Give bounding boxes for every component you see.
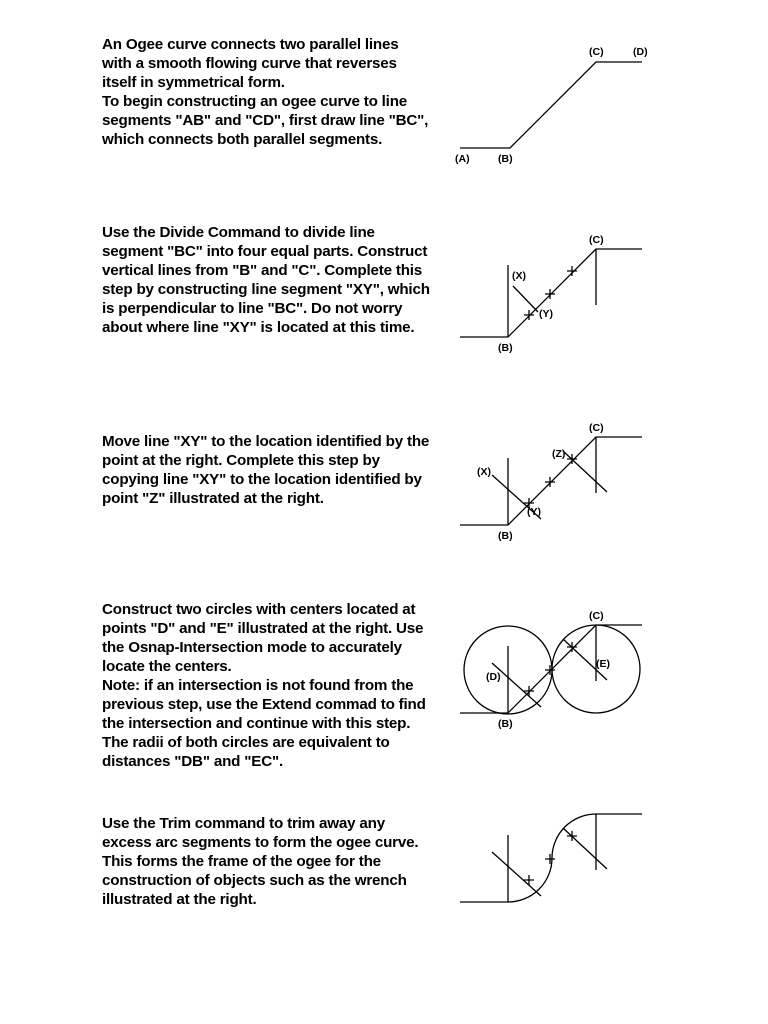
step-4-text (102, 600, 432, 771)
step-2-text (102, 223, 432, 337)
label-c: (C) (589, 46, 604, 58)
label-e: (E) (596, 658, 610, 670)
label-b: (B) (498, 530, 513, 542)
label-z: (Z) (552, 448, 566, 460)
step-4-paragraph-1: Construct two circles with centers located at points "D" and "E" illustrated at the right. Use the Osnap-Intersection mode to accurately locate the centers. (102, 601, 424, 675)
step-1-paragraph-2: To begin constructing an ogee curve to line segments "AB" and "CD", first draw line "BC", which connects both parallel segments. (102, 93, 429, 148)
label-x: (X) (512, 270, 526, 282)
step-1-text (102, 35, 432, 149)
step-3-paragraph-1: Move line "XY" to the location identified by the point at the right. Complete this step by copying line "XY" to the location identified by point "Z" illustrated at the right. (102, 433, 430, 507)
label-x: (X) (477, 466, 491, 478)
label-b: (B) (498, 153, 513, 165)
step-2-diagram (440, 225, 660, 360)
label-c: (C) (589, 234, 604, 246)
step-5-text (102, 814, 432, 909)
ogee-curve (460, 814, 642, 902)
divide-tick-marks (524, 642, 577, 696)
step-4-diagram (440, 603, 660, 733)
line-xy-copy (563, 451, 607, 492)
step-2-paragraph-1: Use the Divide Command to divide line segment "BC" into four equal parts. Construct vertical lines from "B" and "C". Complete this step by constructing line segment "XY", which is perpendicular to line "BC". Do not worry about where line "XY" is located at this time. (102, 224, 430, 336)
ogee-construction-lines (460, 62, 642, 148)
divide-tick-marks (524, 831, 577, 885)
step-3-diagram (440, 415, 660, 545)
step-1-diagram (440, 40, 660, 170)
step-5-paragraph-1: Use the Trim command to trim away any excess arc segments to form the ogee curve. This forms the frame of the ogee for the construction of objects such as the wrench illustrated at the right. (102, 815, 419, 908)
label-y: (Y) (539, 308, 553, 320)
ogee-construction-lines (460, 249, 642, 337)
line-xy (492, 852, 541, 896)
divide-tick-marks (524, 454, 577, 508)
step-3-text (102, 432, 432, 508)
label-b: (B) (498, 342, 513, 354)
line-xy-copy (563, 828, 607, 869)
ogee-construction-lines (460, 625, 642, 713)
label-c: (C) (589, 610, 604, 622)
label-d: (D) (486, 671, 501, 683)
label-c: (C) (589, 422, 604, 434)
line-xy (513, 286, 538, 312)
step-5-diagram (440, 805, 660, 915)
label-a: (A) (455, 153, 470, 165)
line-xy (492, 663, 541, 707)
ogee-construction-lines (460, 437, 642, 525)
label-y: (Y) (527, 506, 541, 518)
step-1-paragraph-1: An Ogee curve connects two parallel lines with a smooth flowing curve that reverses itself in symmetrical form. (102, 36, 399, 91)
step-4-paragraph-2: Note: if an intersection is not found from the previous step, use the Extend commad to find the intersection and continue with this step. The radii of both circles are equivalent to distances "DB" and "EC". (102, 677, 426, 770)
label-d: (D) (633, 46, 648, 58)
label-b: (B) (498, 718, 513, 730)
